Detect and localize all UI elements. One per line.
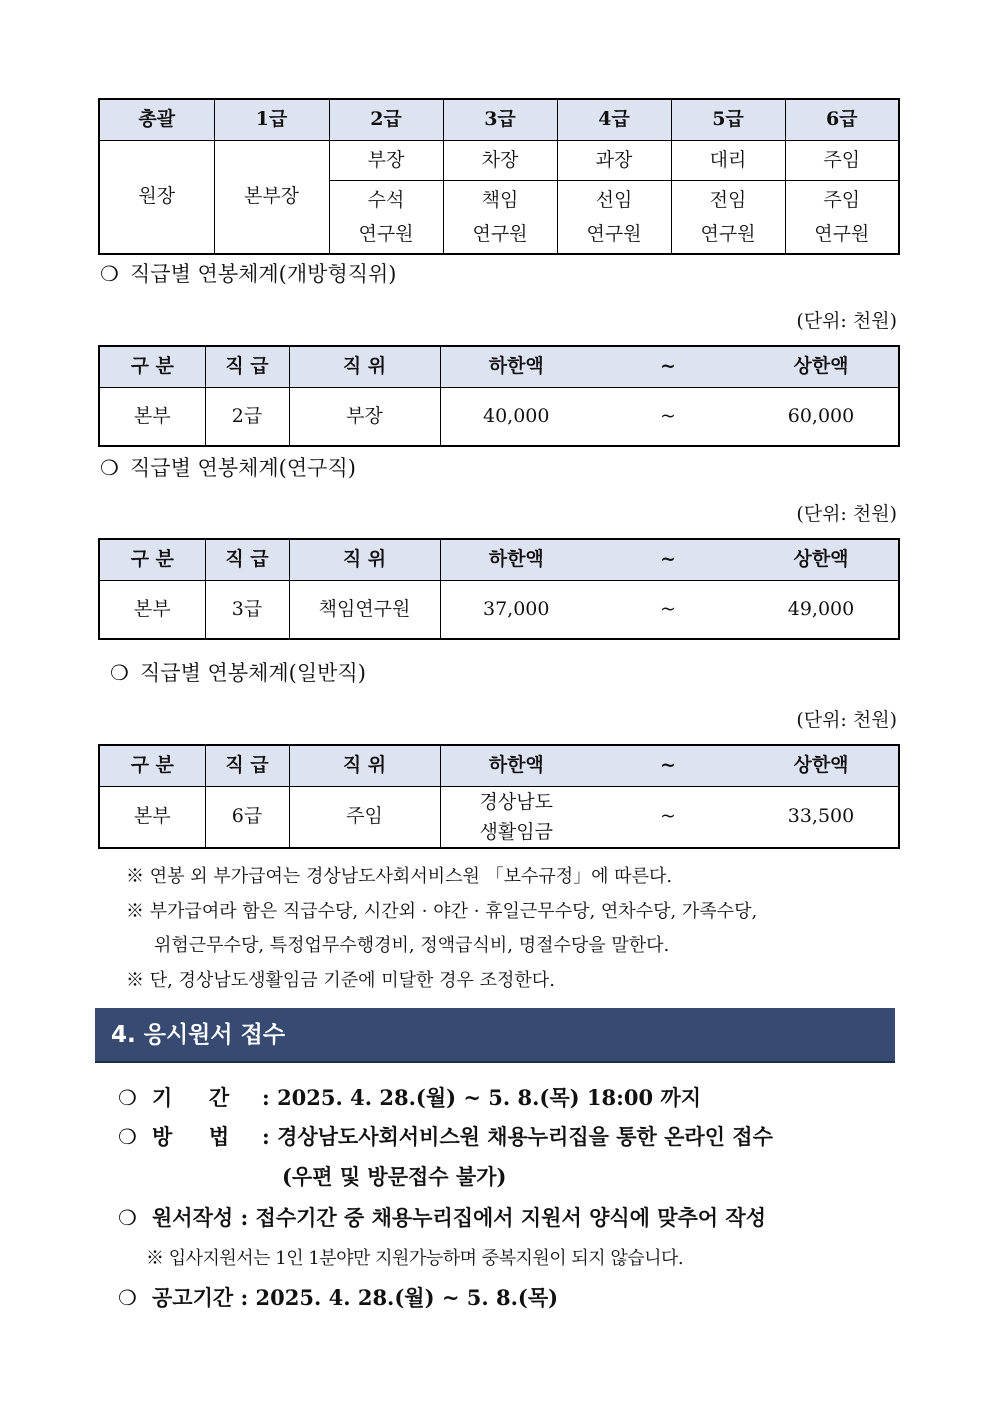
note-line: 위험근무수당, 특정업무수행경비, 정액급식비, 명절수당을 말한다. (154, 935, 670, 956)
bullet-circle-icon: ❍ (118, 1086, 137, 1110)
header-tilde: ~ (592, 539, 744, 580)
notice-value: : 2025. 4. 28.(월) ~ 5. 8.(목) (240, 1285, 559, 1310)
grade-cell (557, 180, 671, 254)
write-label: 원서작성 (152, 1205, 234, 1230)
grade-header-2: 2급 (329, 99, 443, 140)
application-method-line2: (우편 및 방문접수 불가) (282, 1164, 507, 1189)
note-line: ※ 부가급여라 함은 직급수당, 시간외 · 야간 · 휴일근무수당, 연차수당, 가족수당, (126, 901, 758, 922)
bullet-circle-icon: ❍ (100, 262, 119, 286)
header-grade: 직 급 (205, 539, 289, 580)
cell-line: 전임 (709, 188, 747, 211)
header-tilde: ~ (592, 745, 744, 786)
grade-cell (785, 180, 899, 254)
cell-line: 수석 (367, 188, 405, 211)
section-heading-general (110, 657, 366, 687)
cell-line: 경상남도 (479, 790, 553, 813)
header-position: 직 위 (289, 346, 440, 387)
cell-grade: 2급 (205, 387, 289, 446)
cell-grade: 3급 (205, 580, 289, 639)
cell-line: 연구원 (700, 222, 756, 245)
header-division: 구 분 (99, 745, 205, 786)
unit-label: (단위: 천원) (796, 503, 897, 525)
cell-max: 49,000 (744, 580, 899, 639)
grade-cell: 대리 (671, 140, 785, 180)
grade-cell: 부장 (329, 140, 443, 180)
section-4-title-bar: 4. 응시원서 접수 (95, 1008, 895, 1063)
cell-min: 37,000 (440, 580, 592, 639)
salary-table-research (98, 538, 900, 640)
cell-max: 33,500 (744, 786, 899, 848)
bullet-circle-icon: ❍ (100, 456, 119, 480)
salary-table-general (98, 744, 900, 849)
note-line: ※ 단, 경상남도생활임금 기준에 미달한 경우 조정한다. (126, 970, 555, 991)
grade-cell: 차장 (443, 140, 557, 180)
cell-line: 연구원 (358, 222, 414, 245)
cell-line: 주임 (823, 188, 861, 211)
header-min: 하한액 (440, 346, 592, 387)
section-title: 직급별 연봉체계(개방형직위) (130, 262, 397, 286)
bullet-circle-icon: ❍ (110, 661, 129, 685)
cell-tilde: ~ (592, 786, 744, 848)
grade-header-5: 5급 (671, 99, 785, 140)
grade-cell (329, 180, 443, 254)
cell-position: 부장 (289, 387, 440, 446)
header-min: 하한액 (440, 539, 592, 580)
cell-position: 주임 (289, 786, 440, 848)
header-tilde: ~ (592, 346, 744, 387)
cell-line: 연구원 (472, 222, 528, 245)
application-writing (118, 1202, 766, 1232)
application-writing-note: ※ 입사지원서는 1인 1분야만 지원가능하며 중복지원이 되지 않습니다. (146, 1248, 684, 1269)
bullet-circle-icon: ❍ (118, 1206, 137, 1230)
section-title: 직급별 연봉체계(일반직) (140, 661, 366, 685)
application-period (118, 1082, 701, 1112)
grade-header-total: 총괄 (99, 99, 214, 140)
header-min: 하한액 (440, 745, 592, 786)
cell-tilde: ~ (592, 580, 744, 639)
bullet-circle-icon: ❍ (118, 1286, 137, 1310)
section-heading-research (100, 452, 356, 482)
grade-cell-director: 원장 (99, 140, 214, 254)
grade-header-4: 4급 (557, 99, 671, 140)
header-division: 구 분 (99, 539, 205, 580)
header-grade: 직 급 (205, 346, 289, 387)
grade-cell: 과장 (557, 140, 671, 180)
period-label: 기 간 (152, 1085, 230, 1110)
header-division: 구 분 (99, 346, 205, 387)
method-label: 방 법 (152, 1124, 230, 1149)
grade-cell (443, 180, 557, 254)
cell-tilde: ~ (592, 387, 744, 446)
cell-line: 책임 (481, 188, 519, 211)
header-max: 상한액 (744, 539, 899, 580)
period-value: : 2025. 4. 28.(월) ~ 5. 8.(목) 18:00 까지 (262, 1085, 701, 1110)
cell-line: 선임 (595, 188, 633, 211)
unit-label: (단위: 천원) (796, 709, 897, 731)
salary-table-open-position (98, 345, 900, 447)
note-line: ※ 연봉 외 부가급여는 경상남도사회서비스원 「보수규정」에 따른다. (126, 866, 673, 887)
cell-position: 책임연구원 (289, 580, 440, 639)
grade-table (98, 98, 900, 255)
header-grade: 직 급 (205, 745, 289, 786)
bullet-circle-icon: ❍ (118, 1125, 137, 1149)
grade-header-1: 1급 (214, 99, 329, 140)
grade-header-6: 6급 (785, 99, 899, 140)
grade-header-3: 3급 (443, 99, 557, 140)
application-method (118, 1121, 773, 1151)
unit-label: (단위: 천원) (796, 310, 897, 332)
section-title: 직급별 연봉체계(연구직) (130, 456, 356, 480)
header-max: 상한액 (744, 346, 899, 387)
cell-division: 본부 (99, 387, 205, 446)
header-max: 상한액 (744, 745, 899, 786)
cell-line: 연구원 (814, 222, 870, 245)
notice-period (118, 1282, 558, 1312)
header-position: 직 위 (289, 745, 440, 786)
cell-min: 40,000 (440, 387, 592, 446)
grade-cell-headquarters-head: 본부장 (214, 140, 329, 254)
notice-label: 공고기간 (152, 1285, 234, 1310)
cell-min (440, 786, 592, 848)
method-value: : 경상남도사회서비스원 채용누리집을 통한 온라인 접수 (262, 1124, 773, 1149)
cell-grade: 6급 (205, 786, 289, 848)
cell-line: 연구원 (586, 222, 642, 245)
write-value: : 접수기간 중 채용누리집에서 지원서 양식에 맞추어 작성 (240, 1205, 766, 1230)
grade-cell: 주임 (785, 140, 899, 180)
cell-division: 본부 (99, 786, 205, 848)
cell-max: 60,000 (744, 387, 899, 446)
header-position: 직 위 (289, 539, 440, 580)
grade-cell (671, 180, 785, 254)
section-heading-open-position (100, 258, 397, 288)
cell-division: 본부 (99, 580, 205, 639)
cell-line: 생활임금 (479, 820, 553, 843)
